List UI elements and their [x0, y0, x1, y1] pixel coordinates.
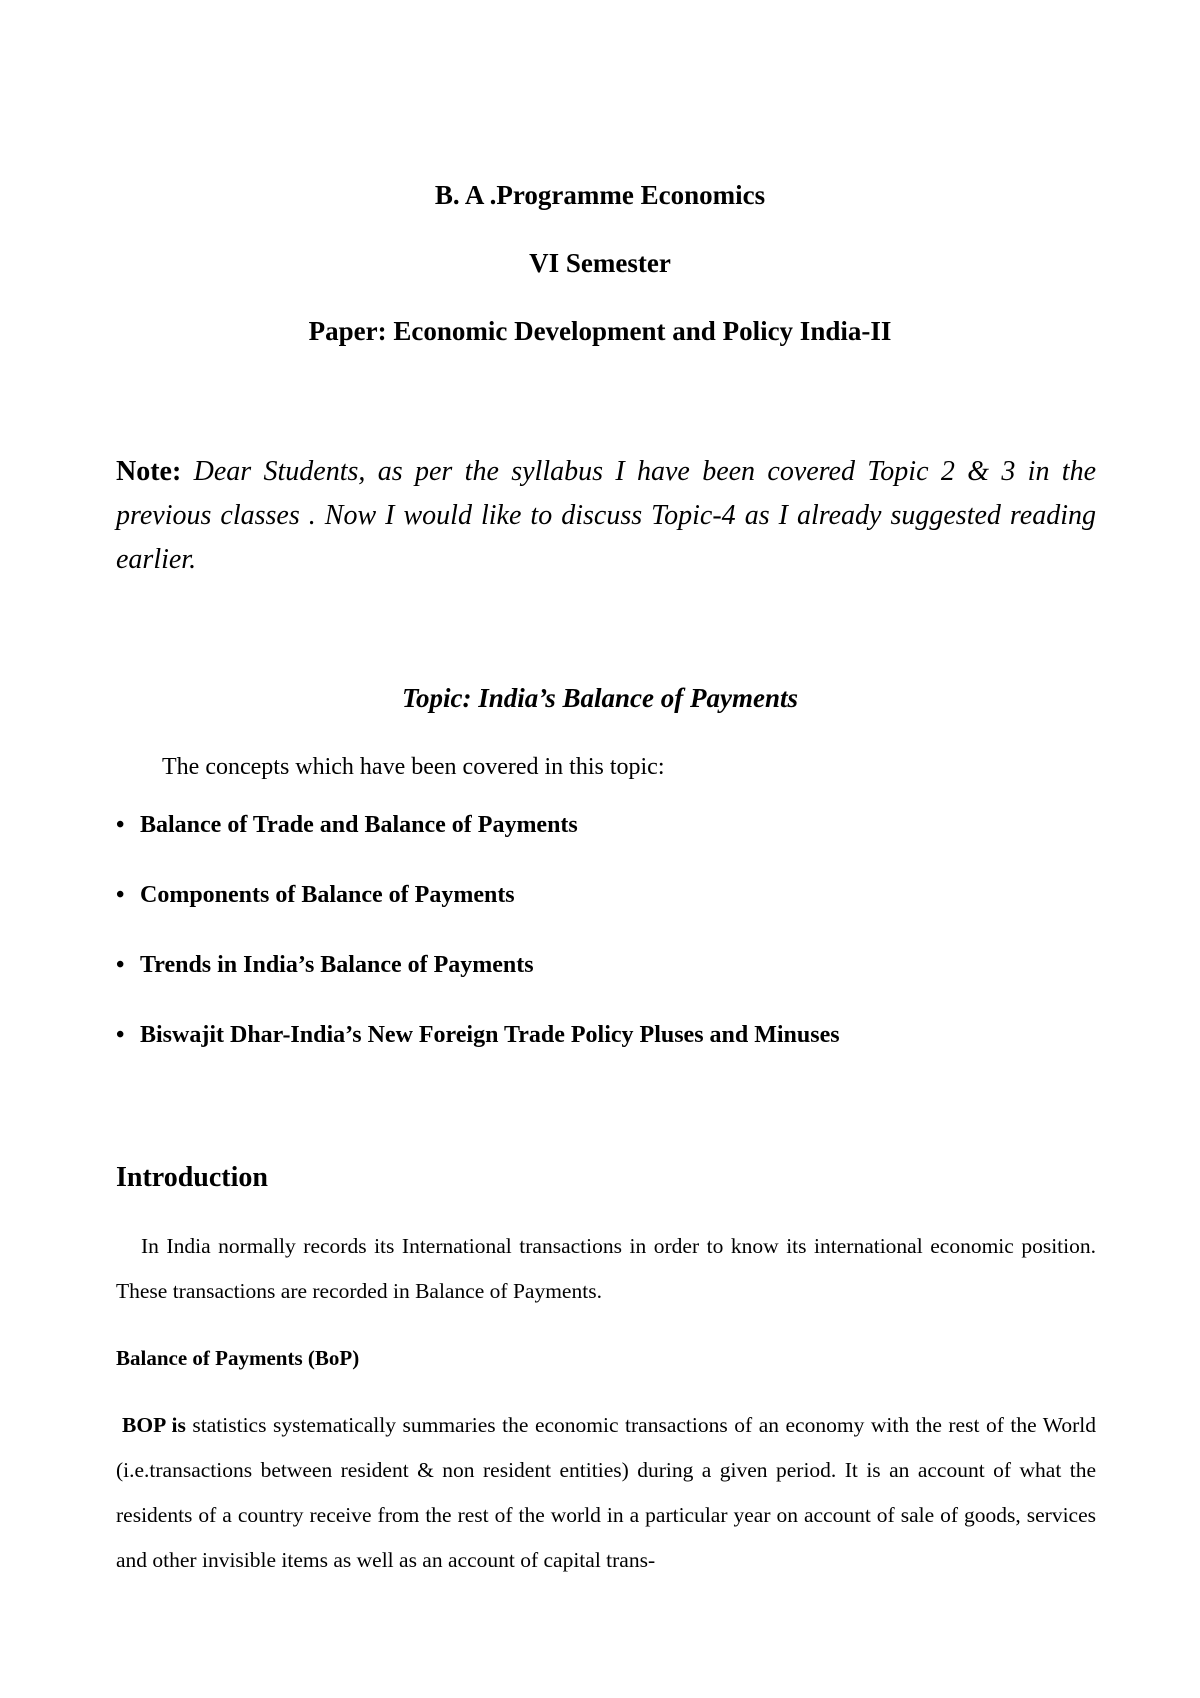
bop-lead: BOP is: [122, 1413, 186, 1437]
concept-item-label: Trends in India’s Balance of Payments: [140, 952, 534, 978]
concept-item-label: Biswajit Dhar-India’s New Foreign Trade Policy Pluses and Minuses: [140, 1022, 840, 1048]
bullet-icon: •: [116, 882, 125, 908]
concept-item-label: Components of Balance of Payments: [140, 882, 515, 908]
semester-title: VI Semester: [529, 248, 671, 278]
note-text: Dear Students, as per the syllabus I have been covered Topic 2 & 3 in the previous classes . Now I would like to discuss Topic-4 as I already suggested reading earlier.: [116, 456, 1096, 575]
bop-text: statistics systematically summaries the economic transactions of an economy with the rest of the World (i.e.transactions between resident & non resident entities) during a given period. It is an account of what the residents of a country receive from the rest of the world in a particular year on account of sale of goods, services and other invisible items as well as an account of capital trans-: [116, 1413, 1096, 1572]
note-label: Note:: [116, 456, 182, 487]
note-paragraph: [116, 450, 1096, 582]
concepts-intro: The concepts which have been covered in this topic:: [162, 754, 665, 780]
topic-title: Topic: India’s Balance of Payments: [402, 683, 798, 713]
introduction-heading: Introduction: [116, 1162, 268, 1193]
programme-title: B. A .Programme Economics: [434, 180, 766, 210]
bullet-icon: •: [116, 952, 125, 978]
bop-heading: Balance of Payments (BoP): [116, 1346, 360, 1370]
concept-item-label: Balance of Trade and Balance of Payments: [140, 812, 578, 838]
introduction-paragraph: In India normally records its International transactions in order to know its international economic position. These transactions are recorded in Balance of Payments.: [116, 1234, 1096, 1303]
bullet-icon: •: [116, 812, 125, 838]
bullet-icon: •: [116, 1022, 125, 1048]
paper-title: Paper: Economic Development and Policy India-II: [308, 316, 892, 346]
bop-paragraph: [116, 1403, 1096, 1583]
